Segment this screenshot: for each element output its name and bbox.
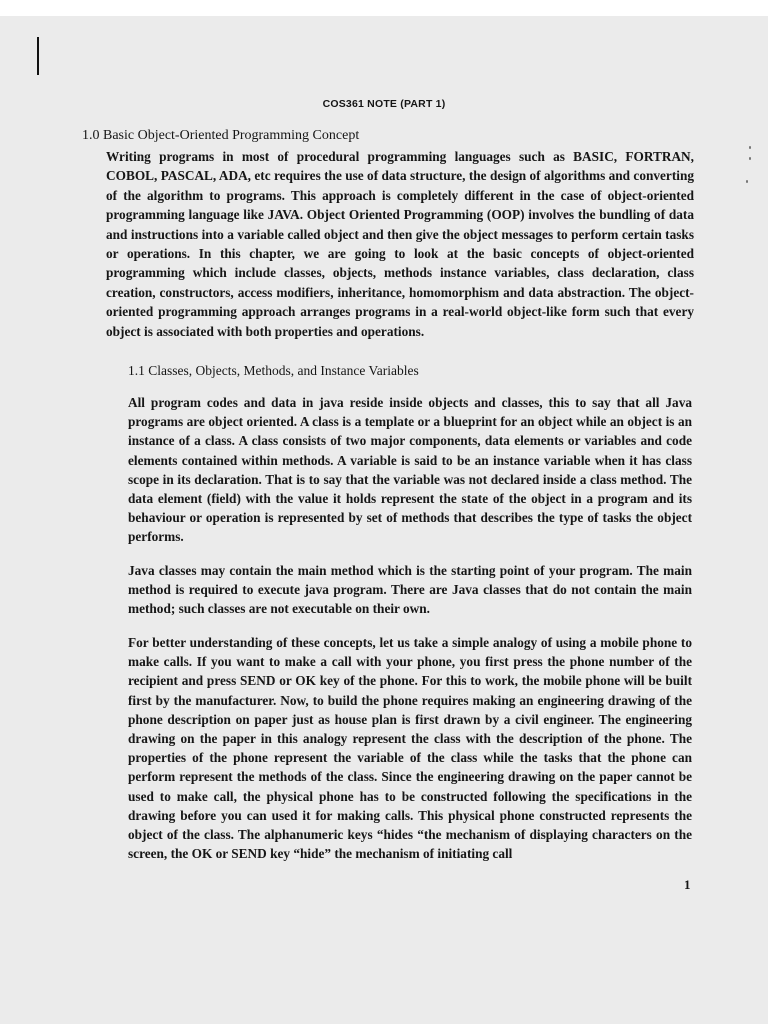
body-paragraph: All program codes and data in java reside inside objects and classes, this to say that all Java programs are object oriented. A class is a template or a blueprint for an object while an object is an instance of a class. A class consists of two major components, data elements or variables and code elements contained within methods. A variable is said to be an instance variable when it has class scope in its declaration. That is to say that the variable was not declared inside a class method. The data element (field) with the value it holds represent the state of the object in a program and its behaviour or operation is represented by set of methods that describes the type of tasks the object performs. bbox=[128, 395, 692, 545]
scan-speck bbox=[746, 180, 748, 183]
scan-speck bbox=[749, 157, 751, 160]
document-title: COS361 NOTE (PART 1) bbox=[322, 98, 446, 110]
body-paragraph: Java classes may contain the main method which is the starting point of your program. The main method is required to execute java program. There are Java classes that do not contain the main method; such classes are not executable on their own. bbox=[128, 563, 692, 617]
document-page bbox=[0, 16, 768, 1024]
intro-paragraph: Writing programs in most of procedural programming languages such as BASIC, FORTRAN, COBOL, PASCAL, ADA, etc requires the use of data structure, the design of algorithms and converting of the algorithm to programs. This approach is completely different in the case of object-oriented programming language like JAVA. Object Oriented Programming (OOP) involves the bundling of data and instructions into a variable called object and then give the object messages to perform certain tasks or operations. In this chapter, we are going to look at the basic concepts of object-oriented programming which include classes, objects, methods instance variables, class declaration, class creation, constructors, access modifiers, inheritance, homomorphism and data abstraction. The object-oriented programming approach arranges programs in a real-world object-like form such that every object is associated with both properties and operations. bbox=[106, 149, 694, 339]
margin-mark bbox=[37, 37, 39, 75]
scan-speck bbox=[749, 146, 751, 149]
subsection-heading: 1.1 Classes, Objects, Methods, and Instance Variables bbox=[128, 363, 419, 378]
body-paragraph: For better understanding of these concepts, let us take a simple analogy of using a mobile phone to make calls. If you want to make a call with your phone, you first press the phone number of the recipient and press SEND or OK key of the phone. For this to work, the mobile phone will be built first by the manufacturer. Now, to build the phone requires making an engineering drawing of the phone description on paper just as house plan is first drawn by a civil engineer. The engineering drawing on the paper in this analogy represent the class with the description of the phone. The properties of the phone represent the variable of the class while the tasks that the phone can perform represent the methods of the class. Since the engineering drawing on the paper cannot be used to make call, the physical phone has to be constructed following the specifications in the drawing before you can used it for making calls. This physical phone constructed represents the object of the class. The alphanumeric keys “hides “the mechanism of displaying characters on the screen, the OK or SEND key “hide” the mechanism of initiating call bbox=[128, 635, 692, 862]
section-heading: 1.0 Basic Object-Oriented Programming Concept bbox=[82, 128, 360, 143]
scan-top-border bbox=[0, 0, 768, 16]
page-number: 1 bbox=[684, 877, 691, 892]
